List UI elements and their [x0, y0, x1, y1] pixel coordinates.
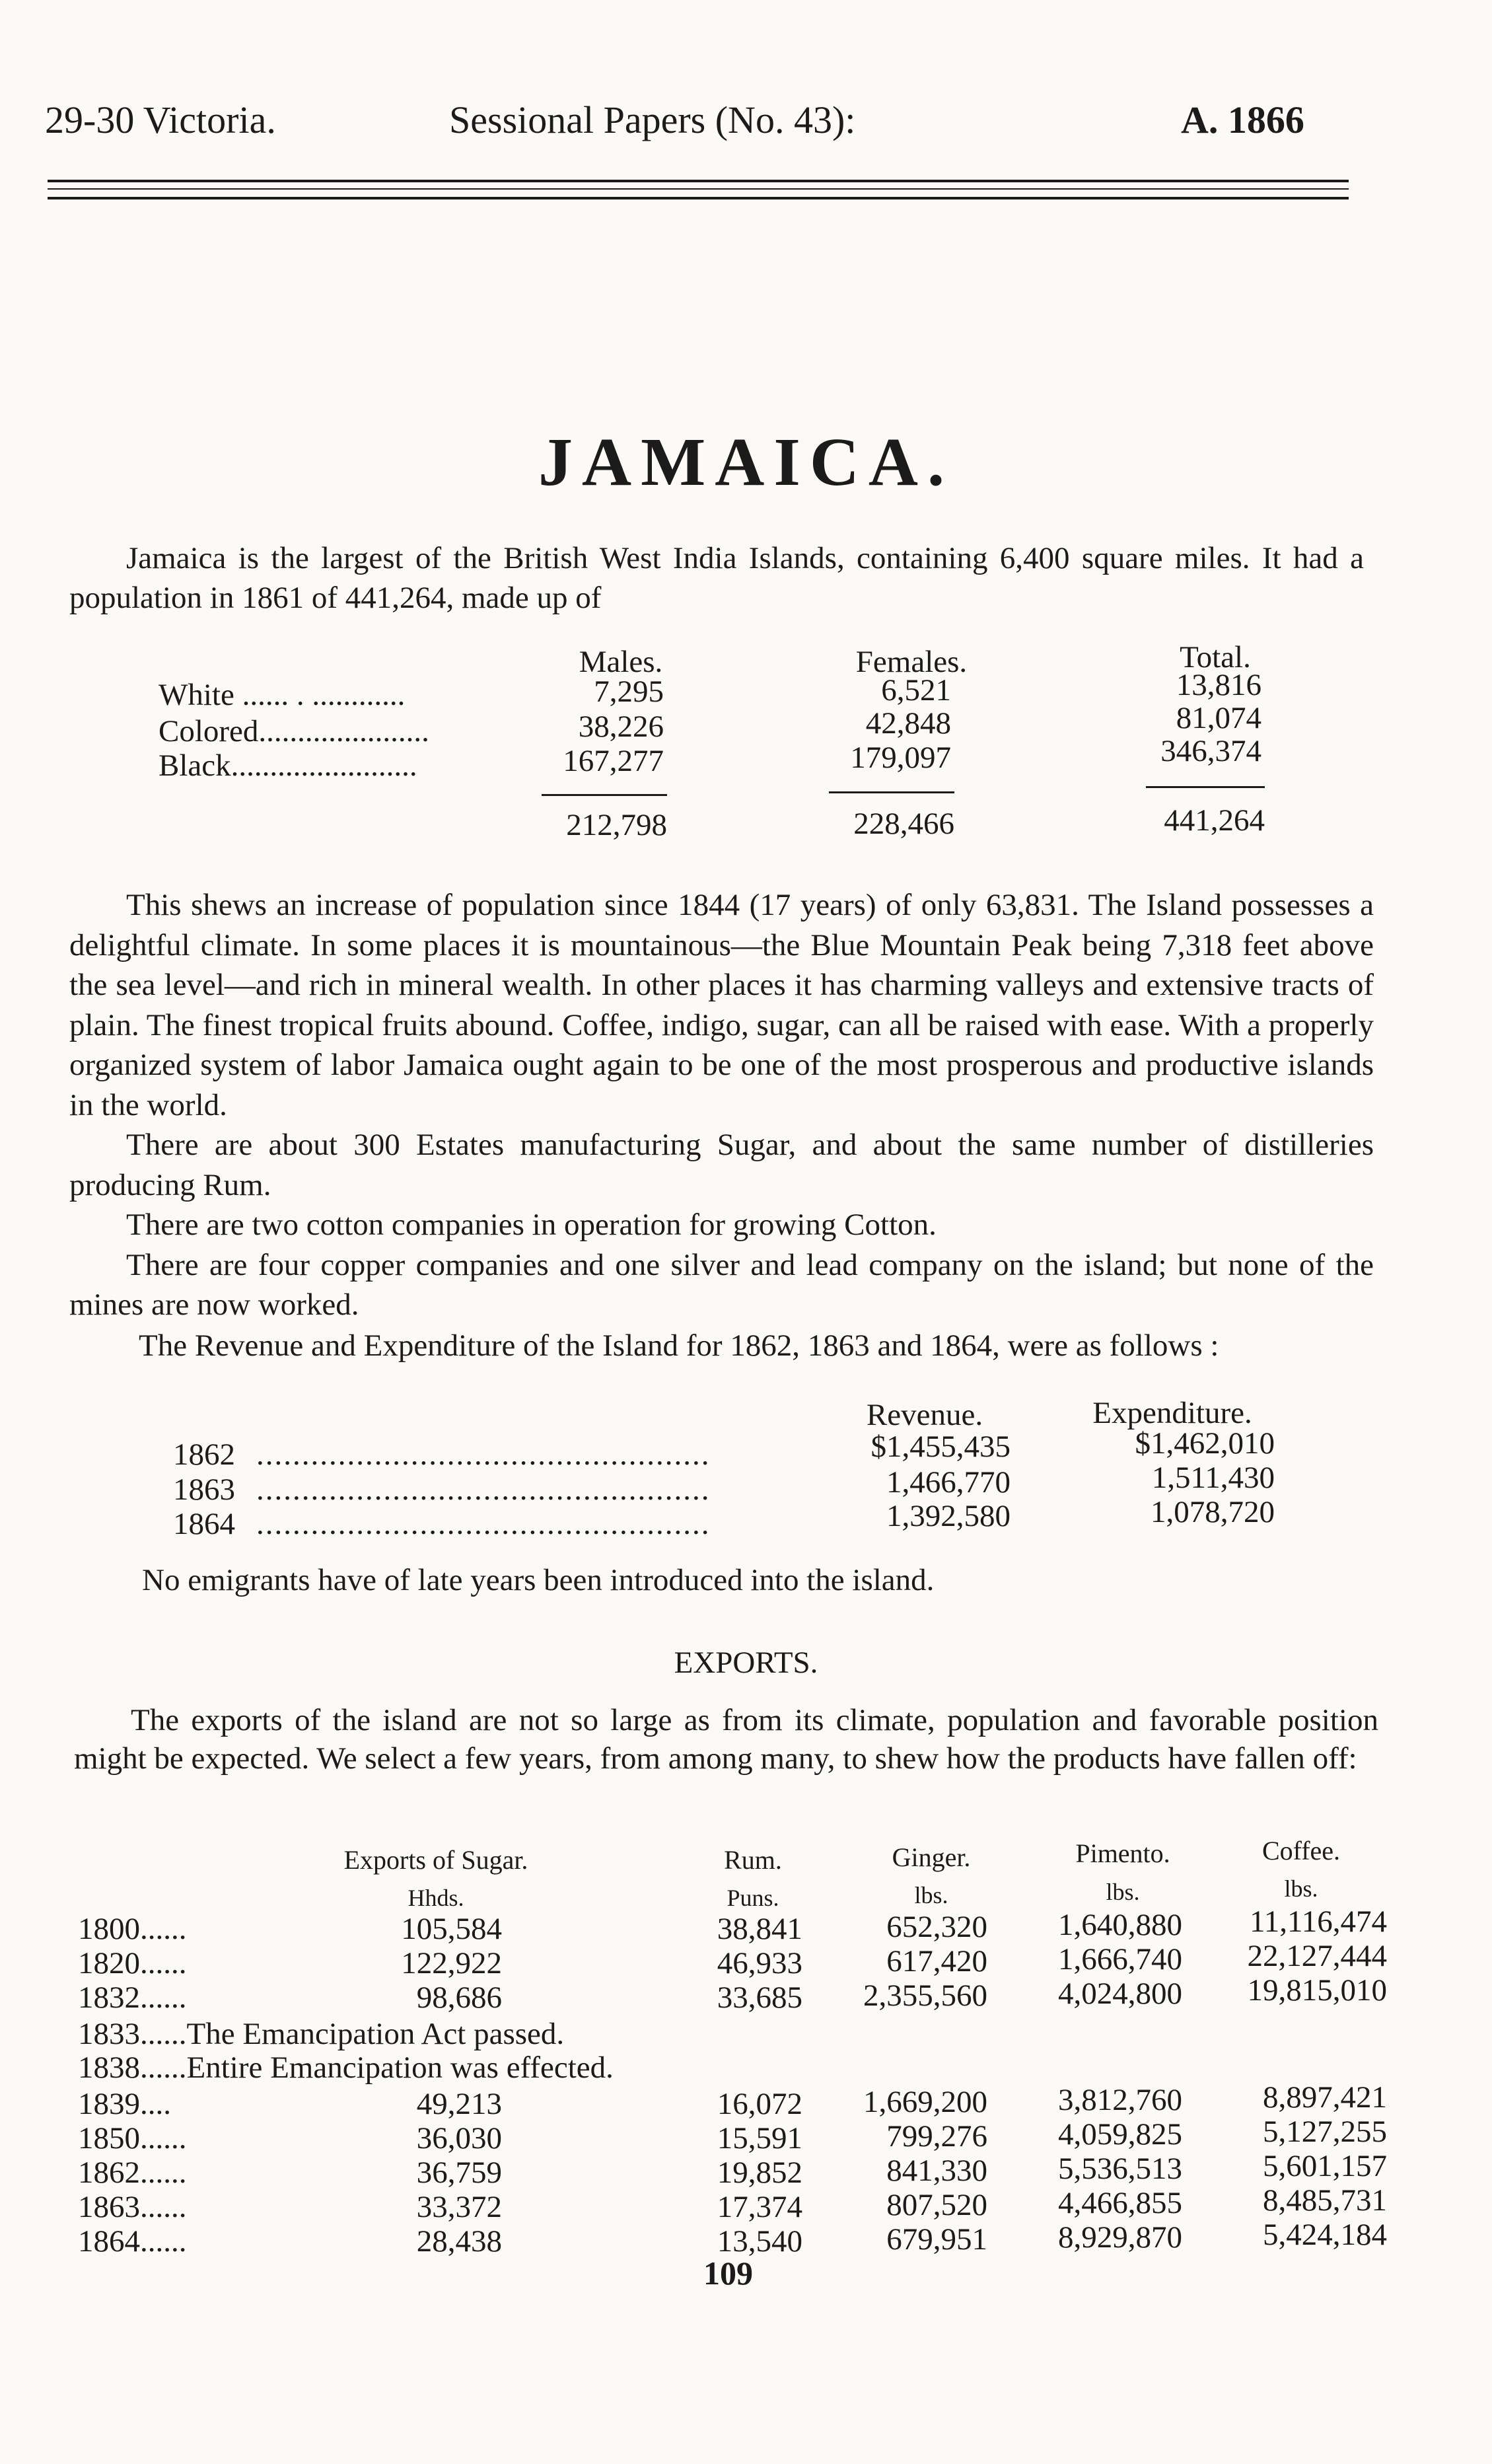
pop-grand-total: 441,264: [1164, 803, 1265, 838]
exp-unit-coffee: lbs.: [1284, 1875, 1318, 1902]
exp-sugar: 28,438: [416, 2224, 502, 2259]
exp-sugar: 49,213: [416, 2087, 502, 2121]
pop-males-total: 212,798: [566, 808, 667, 842]
rev-year: 1864: [173, 1507, 235, 1541]
pop-sum-rule: [829, 791, 954, 793]
exp-year: 1864......: [78, 2224, 187, 2259]
pop-females: 6,521: [881, 673, 951, 707]
pop-col-total: Total.: [1180, 640, 1251, 674]
exp-ginger: 807,520: [886, 2188, 987, 2222]
exp-sugar: 122,922: [401, 1946, 502, 1980]
rev-leader: ..................................................: [256, 1472, 711, 1507]
exp-pimento: 4,059,825: [1058, 2117, 1182, 2152]
pop-sum-rule: [1146, 786, 1265, 788]
pop-label: Colored......................: [159, 714, 429, 748]
header-rule-top: [48, 180, 1349, 182]
exports-heading: EXPORTS.: [674, 1646, 818, 1680]
exp-pimento: 4,466,855: [1058, 2186, 1182, 2220]
pop-females: 179,097: [850, 741, 951, 775]
exp-pimento: 8,929,870: [1058, 2220, 1182, 2255]
exp-rum: 17,374: [717, 2190, 802, 2224]
exp-rum: 46,933: [717, 1946, 802, 1980]
exp-unit-rum: Puns.: [727, 1885, 779, 1911]
rev-revenue: 1,392,580: [886, 1499, 1011, 1533]
rev-expenditure: 1,511,430: [1151, 1461, 1275, 1495]
exp-rum: 13,540: [717, 2224, 802, 2259]
rev-revenue: $1,455,435: [870, 1430, 1011, 1464]
exp-pimento: 1,640,880: [1058, 1908, 1182, 1942]
rev-leader: ..................................................: [256, 1507, 711, 1541]
exp-year: 1862......: [78, 2156, 187, 2190]
exp-note-entire-emancipation: 1838......Entire Emancipation was effected.: [78, 2050, 614, 2085]
exp-ginger: 2,355,560: [863, 1978, 987, 2013]
exp-col-ginger: Ginger.: [892, 1842, 971, 1872]
exp-sugar: 98,686: [416, 1980, 502, 2015]
pop-col-females: Females.: [855, 645, 968, 679]
exp-unit-pimento: lbs.: [1106, 1879, 1140, 1905]
exp-ginger: 652,320: [886, 1910, 987, 1944]
exp-coffee: 5,127,255: [1263, 2115, 1387, 2149]
exp-sugar: 105,584: [401, 1912, 502, 1946]
exp-ginger: 799,276: [886, 2119, 987, 2154]
pop-females: 42,848: [865, 706, 951, 741]
paragraph: This shews an increase of population since 1844 (17 years) of only 63,831. The Island possesses a delightful climate. In some places it is mountainous—the Blue Mountain Peak being 7,318 feet above the sea level—and rich in mineral wealth. In other places it has charming valleys and extensive tracts of plain. The finest tropical fruits abound. Coffee, indigo, sugar, can all be raised with ease. With a properly organized system of labor Jamaica ought again to be one of the most prosperous and productive islands in the world.: [69, 888, 1374, 1122]
header-volume: 29-30 Victoria.: [45, 98, 276, 141]
exp-ginger: 841,330: [886, 2154, 987, 2188]
pop-males: 7,295: [594, 674, 664, 709]
exp-unit-ginger: lbs.: [914, 1882, 948, 1908]
exp-year: 1832......: [78, 1980, 187, 2015]
intro-paragraph: [69, 538, 1364, 618]
exp-year: 1863......: [78, 2190, 187, 2224]
pop-total: 13,816: [1176, 668, 1261, 702]
exp-coffee: 8,485,731: [1263, 2183, 1387, 2218]
paragraph: There are four copper companies and one silver and lead company on the island; but none of the mines are now worked.: [69, 1247, 1374, 1322]
pop-total: 81,074: [1176, 701, 1261, 735]
exp-coffee: 5,601,157: [1263, 2149, 1387, 2183]
exp-rum: 19,852: [717, 2156, 802, 2190]
paragraph: There are two cotton companies in operation for growing Cotton.: [126, 1208, 937, 1242]
exp-col-rum: Rum.: [724, 1845, 782, 1875]
pop-col-males: Males.: [579, 645, 663, 679]
exp-unit-sugar: Hhds.: [408, 1885, 464, 1911]
exp-rum: 33,685: [717, 1980, 802, 2015]
emigrants-note: No emigrants have of late years been introduced into the island.: [142, 1563, 935, 1597]
rev-expenditure: 1,078,720: [1151, 1495, 1275, 1529]
exp-coffee: 5,424,184: [1263, 2218, 1387, 2252]
page-title: JAMAICA.: [538, 424, 954, 500]
exp-year: 1820......: [78, 1946, 187, 1980]
exp-year: 1800......: [78, 1912, 187, 1946]
exp-coffee: 11,116,474: [1249, 1904, 1387, 1939]
exp-col-coffee: Coffee.: [1261, 1836, 1341, 1866]
exp-sugar: 36,759: [416, 2156, 502, 2190]
exp-pimento: 3,812,760: [1058, 2083, 1182, 2117]
rev-expenditure: $1,462,010: [1135, 1426, 1275, 1461]
exports-intro-text: The exports of the island are not so large as from its climate, population and favorable position might be expected. We select a few years, from among many, to shew how the products have fallen off:: [74, 1703, 1378, 1776]
exp-pimento: 5,536,513: [1058, 2152, 1182, 2186]
header-year: A. 1866: [1181, 98, 1304, 141]
exp-rum: 38,841: [717, 1912, 802, 1946]
exp-ginger: 617,420: [886, 1944, 987, 1978]
header-rule-bottom: [48, 197, 1349, 199]
exp-note-emancipation-act: 1833......The Emancipation Act passed.: [78, 2017, 565, 2051]
exp-pimento: 4,024,800: [1058, 1976, 1182, 2011]
pop-total: 346,374: [1160, 734, 1261, 768]
rev-col-expenditure: Expenditure.: [1092, 1396, 1252, 1430]
exp-coffee: 8,897,421: [1263, 2080, 1387, 2115]
exp-rum: 15,591: [717, 2121, 802, 2156]
pop-males: 167,277: [563, 744, 664, 778]
rev-col-revenue: Revenue.: [866, 1398, 983, 1432]
exp-year: 1839....: [78, 2087, 171, 2121]
exp-col-sugar: Exports of Sugar.: [343, 1845, 528, 1875]
exports-intro: [74, 1701, 1378, 1778]
rev-year: 1862: [173, 1437, 235, 1472]
exp-pimento: 1,666,740: [1058, 1942, 1182, 1976]
header-rule-mid: [48, 188, 1349, 190]
exp-sugar: 36,030: [416, 2121, 502, 2156]
pop-sum-rule: [542, 794, 667, 796]
exp-ginger: 679,951: [886, 2222, 987, 2257]
exp-coffee: 19,815,010: [1247, 1973, 1387, 2008]
pop-label: Black........................: [159, 748, 417, 783]
body-paragraphs: [69, 885, 1374, 1325]
header-series: Sessional Papers (No. 43):: [449, 98, 856, 141]
page-number: 109: [703, 2255, 753, 2292]
exp-col-pimento: Pimento.: [1075, 1838, 1170, 1868]
exp-ginger: 1,669,200: [863, 2085, 987, 2119]
rev-year: 1863: [173, 1472, 235, 1507]
exp-year: 1850......: [78, 2121, 187, 2156]
exp-rum: 16,072: [717, 2087, 802, 2121]
pop-label: White ...... . ............: [159, 678, 406, 712]
exp-coffee: 22,127,444: [1247, 1939, 1387, 1973]
paragraph: There are about 300 Estates manufacturing Sugar, and about the same number of distilleries producing Rum.: [69, 1128, 1374, 1202]
intro-text: Jamaica is the largest of the British West India Islands, containing 6,400 square miles. It had a population in 1861 of 441,264, made up of: [69, 541, 1364, 615]
exp-sugar: 33,372: [416, 2190, 502, 2224]
pop-females-total: 228,466: [853, 807, 954, 841]
rev-revenue: 1,466,770: [886, 1465, 1011, 1500]
revenue-intro: The Revenue and Expenditure of the Island for 1862, 1863 and 1864, were as follows :: [139, 1328, 1219, 1363]
rev-leader: ..................................................: [256, 1437, 711, 1472]
pop-males: 38,226: [578, 709, 664, 744]
